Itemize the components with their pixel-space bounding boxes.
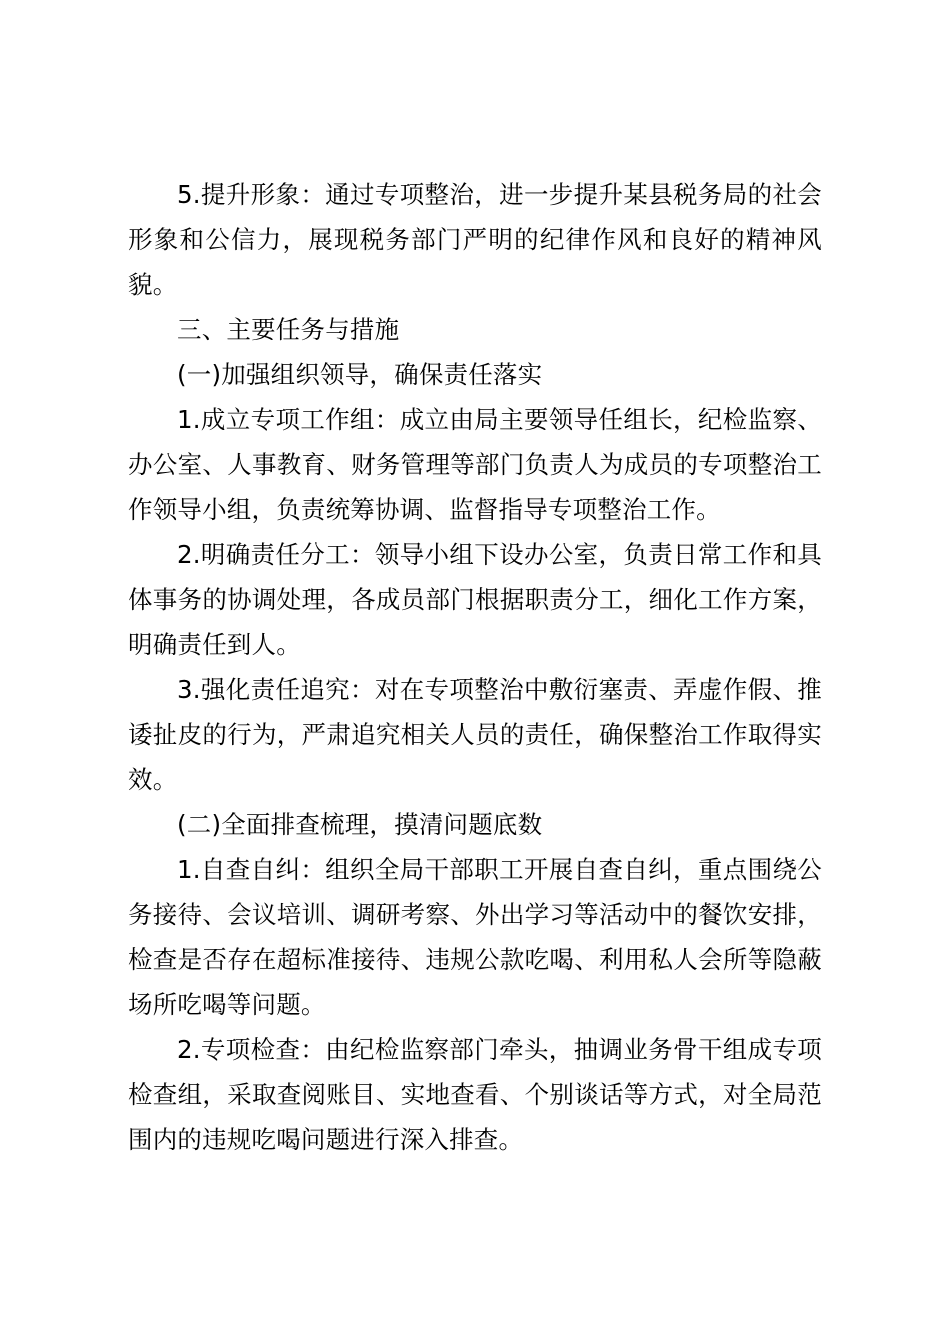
paragraph-measure-2-1: 1.自查自纠：组织全局干部职工开展自查自纠，重点围绕公务接待、会议培训、调研考察、外出学习等活动中的餐饮安排，检查是否存在超标准接待、违规公款吃喝、利用私人会所等隐蔽场所吃喝等问题。 <box>128 855 822 1019</box>
section-heading-3: 三、主要任务与措施 <box>177 315 400 344</box>
document-body <box>128 172 822 1162</box>
subsection-heading-2: (二)全面排查梳理，摸清问题底数 <box>177 810 543 839</box>
paragraph-measure-1-2: 2.明确责任分工：领导小组下设办公室，负责日常工作和具体事务的协调处理，各成员部门根据职责分工，细化工作方案，明确责任到人。 <box>128 540 822 659</box>
paragraph-measure-2-2: 2.专项检查：由纪检监察部门牵头，抽调业务骨干组成专项检查组，采取查阅账目、实地查看、个别谈话等方式，对全局范围内的违规吃喝问题进行深入排查。 <box>128 1035 822 1154</box>
paragraph-measure-1-3: 3.强化责任追究：对在专项整治中敷衍塞责、弄虚作假、推诿扯皮的行为，严肃追究相关人员的责任，确保整治工作取得实效。 <box>128 675 822 794</box>
paragraph-measure-1-1: 1.成立专项工作组：成立由局主要领导任组长，纪检监察、办公室、人事教育、财务管理等部门负责人为成员的专项整治工作领导小组，负责统筹协调、监督指导专项整治工作。 <box>128 405 822 524</box>
paragraph-goal-5: 5.提升形象：通过专项整治，进一步提升某县税务局的社会形象和公信力，展现税务部门严明的纪律作风和良好的精神风貌。 <box>128 180 822 299</box>
subsection-heading-1: (一)加强组织领导，确保责任落实 <box>177 360 543 389</box>
